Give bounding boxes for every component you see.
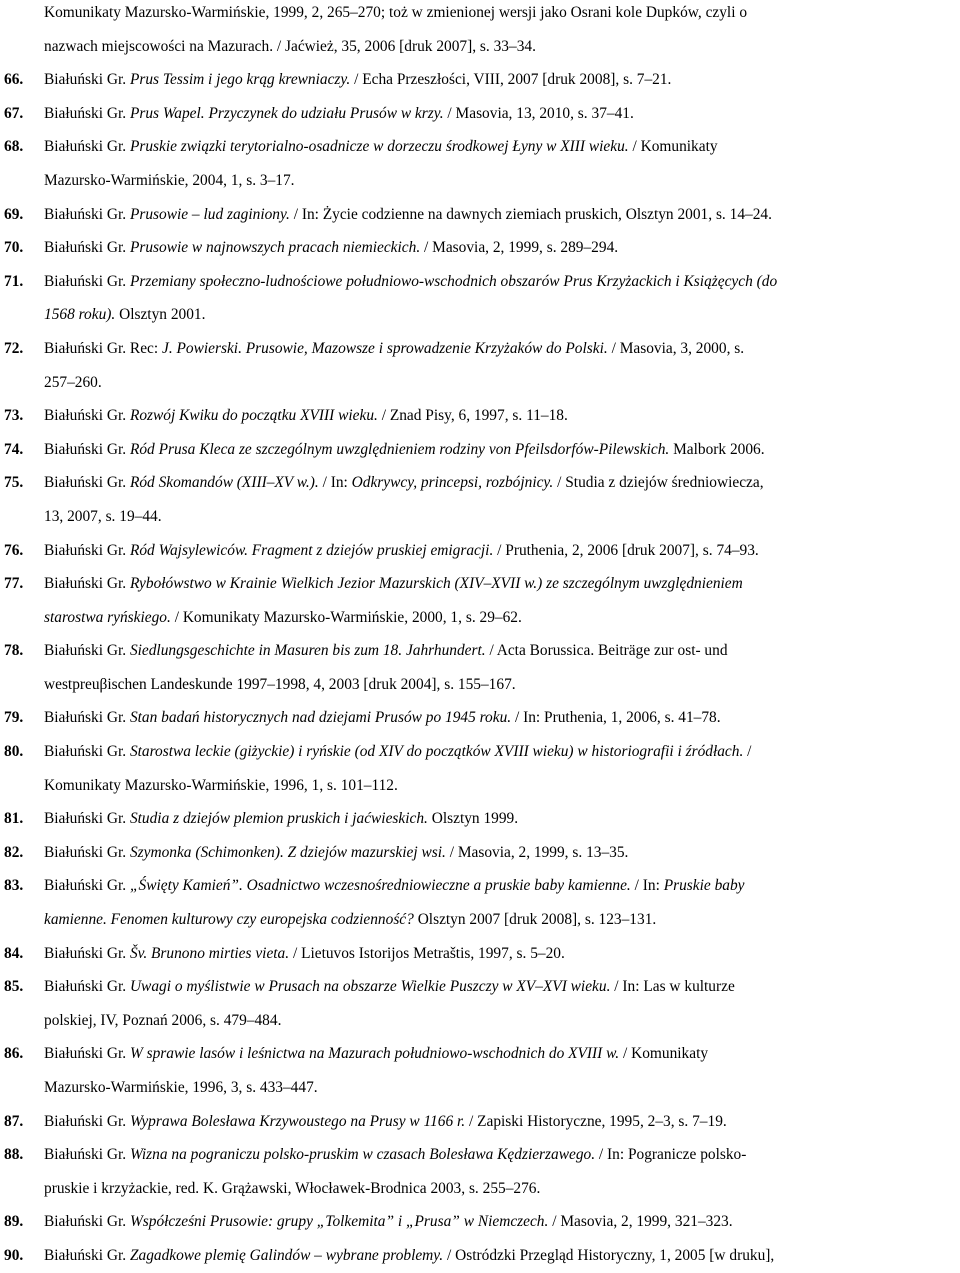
entry-number: 70. (4, 239, 24, 257)
entry-text: / Komunikaty (619, 1045, 709, 1063)
entry-text: Malbork 2006. (669, 440, 765, 458)
entry-text-line (44, 802, 956, 836)
entry-number: 78. (4, 642, 24, 660)
entry-text-line (44, 668, 956, 702)
bibliography-entry (0, 399, 960, 433)
bibliography-entry (0, 1105, 960, 1139)
entry-text-line (44, 1205, 956, 1239)
entry-text-line (44, 1172, 956, 1206)
entry-text-line (44, 466, 956, 500)
bibliography-entry (0, 937, 960, 971)
entry-title-italic: Uwagi o myślistwie w Prusach na obszarze Wielkie Puszczy w XV–XVI wieku. (129, 978, 611, 996)
bibliography-entry (0, 701, 960, 735)
bibliography-entry (0, 265, 960, 299)
entry-number: 80. (4, 743, 24, 761)
entry-number: 89. (4, 1213, 24, 1231)
entry-text: Białuński Gr. (44, 575, 130, 593)
entry-text: / Masovia, 13, 2010, s. 37–41. (443, 104, 634, 122)
bibliography-entry (0, 433, 960, 467)
entry-text-line (44, 97, 956, 131)
entry-title-italic: Rybołówstwo w Krainie Wielkich Jezior Mazurskich (XIV–XVII w.) ze szczególnym uwzględnieniem (129, 575, 743, 593)
entry-text: Białuński Gr. (44, 138, 130, 156)
entry-text: Białuński Gr. (44, 541, 130, 559)
entry-text: Komunikaty Mazursko-Warmińskie, 1996, 1, s. 101–112. (44, 776, 398, 794)
entry-text: / Studia z dziejów średniowiecza, (553, 474, 764, 492)
bibliography-entry-continuation (0, 903, 960, 937)
entry-text: Białuński Gr. (44, 944, 130, 962)
bibliography-entry (0, 869, 960, 903)
entry-number: 90. (4, 1246, 24, 1264)
entry-text: Białuński Gr. (44, 272, 130, 290)
bibliography-entry-continuation (0, 769, 960, 803)
entry-text-line (44, 433, 956, 467)
entry-text-line (44, 634, 956, 668)
entry-title-italic: kamienne. Fenomen kulturowy czy europejska codzienność? (44, 911, 414, 929)
entry-title-italic: Rozwój Kwiku do początku XVIII wieku. (129, 407, 378, 425)
entry-text: Białuński Gr. (44, 71, 130, 89)
bibliography-entry-continuation (0, 366, 960, 400)
entry-title-italic: Prusowie w najnowszych pracach niemieckich. (129, 239, 421, 257)
bibliography-entry (0, 534, 960, 568)
entry-text-line (44, 298, 956, 332)
entry-title-italic: Pruskie baby (663, 877, 745, 895)
bibliography-entry (0, 802, 960, 836)
entry-number: 69. (4, 205, 24, 223)
bibliography-entry (0, 735, 960, 769)
entry-text: / In: Pruthenia, 1, 2006, s. 41–78. (511, 709, 721, 727)
entry-text: pruskie i krzyżackie, red. K. Grążawski, Włocławek-Brodnica 2003, s. 255–276. (44, 1179, 541, 1197)
entry-number: 87. (4, 1112, 24, 1130)
entry-number: 66. (4, 71, 24, 89)
entry-text: Białuński Gr. (44, 1112, 130, 1130)
entry-text: Białuński Gr. (44, 474, 130, 492)
entry-title-italic: 1568 roku). (44, 306, 116, 324)
entry-text: Białuński Gr. (44, 642, 130, 660)
entry-text-line (44, 601, 956, 635)
entry-text: Białuński Gr. (44, 709, 130, 727)
entry-text-line (44, 500, 956, 534)
bibliography-entry-continuation (0, 1004, 960, 1038)
entry-text-line (44, 534, 956, 568)
entry-text-line (44, 30, 956, 64)
bibliography-entry (0, 0, 960, 30)
entry-text-line (44, 164, 956, 198)
entry-text: Komunikaty Mazursko-Warmińskie, 1999, 2, 265–270; toż w zmienionej wersji jako Osrani kole Dupków, czyli o (44, 4, 748, 21)
entry-text: / Ostródzki Przegląd Historyczny, 1, 2005 [w druku], (443, 1246, 775, 1264)
bibliography-entry-continuation (0, 601, 960, 635)
bibliography-entry-continuation (0, 164, 960, 198)
entry-text: Mazursko-Warmińskie, 2004, 1, s. 3–17. (44, 171, 295, 189)
bibliography-entry (0, 332, 960, 366)
entry-number: 85. (4, 978, 24, 996)
entry-text-line (44, 1138, 956, 1172)
entry-text: Białuński Gr. (44, 205, 130, 223)
entry-text-line (44, 1105, 956, 1139)
entry-text: Mazursko-Warmińskie, 1996, 3, s. 433–447. (44, 1079, 318, 1096)
entry-number: 86. (4, 1045, 24, 1063)
bibliography-entry (0, 231, 960, 265)
entry-title-italic: Prus Wapel. Przyczynek do udziału Prusów w krzy. (129, 104, 444, 122)
entry-number: 76. (4, 541, 24, 559)
entry-text: / Masovia, 2, 1999, s. 13–35. (445, 843, 629, 861)
entry-title-italic: Ród Prusa Kleca ze szczególnym uwzględnieniem rodziny von Pfeilsdorfów-Pilewskich. (129, 440, 670, 458)
entry-text-line (44, 735, 956, 769)
bibliography-entry (0, 1205, 960, 1239)
entry-text: / Masovia, 2, 1999, 321–323. (548, 1213, 733, 1231)
bibliography-entry (0, 130, 960, 164)
entry-text: / In: Las w kulturze (610, 978, 735, 996)
entry-text-line (44, 1004, 956, 1038)
entry-number: 79. (4, 709, 24, 727)
entry-text: / Znad Pisy, 6, 1997, s. 11–18. (377, 407, 568, 425)
entry-text: nazwach miejscowości na Mazurach. / Jaćwież, 35, 2006 [druk 2007], s. 33–34. (44, 37, 536, 55)
entry-text: / (743, 743, 752, 761)
entry-text: / Acta Borussica. Beiträge zur ost- und (485, 642, 728, 660)
bibliography-entry (0, 1037, 960, 1071)
entry-title-italic: J. Powierski. Prusowie, Mazowsze i sprowadzenie Krzyżaków do Polski. (161, 339, 608, 357)
entry-text: / Masovia, 3, 2000, s. (607, 339, 745, 357)
entry-text: / Lietuvos Istorijos Metraštis, 1997, s. 5–20. (289, 944, 565, 962)
entry-text: / In: (318, 474, 352, 492)
entry-number: 71. (4, 272, 24, 290)
entry-text-line (44, 1239, 956, 1273)
entry-text-line (44, 701, 956, 735)
entry-title-italic: starostwa ryńskiego. (44, 608, 171, 626)
bibliography-entry-continuation (0, 500, 960, 534)
entry-text: / In: (630, 877, 664, 895)
entry-text: Białuński Gr. (44, 407, 130, 425)
entry-number: 75. (4, 474, 24, 492)
entry-text-line (44, 769, 956, 803)
entry-text: Białuński Gr. (44, 810, 130, 828)
entry-text: Olsztyn 2007 [druk 2008], s. 123–131. (413, 911, 657, 929)
entry-title-italic: Siedlungsgeschichte in Masuren bis zum 18. Jahrhundert. (129, 642, 486, 660)
entry-text-line (44, 970, 956, 1004)
entry-number: 82. (4, 843, 24, 861)
entry-text: Białuński Gr. (44, 978, 130, 996)
entry-text: westpreuβischen Landeskunde 1997–1998, 4, 2003 [druk 2004], s. 155–167. (44, 675, 516, 693)
entry-text: / Komunikaty (628, 138, 718, 156)
entry-title-italic: Wyprawa Bolesława Krzywoustego na Prusy w 1166 r. (129, 1112, 466, 1130)
entry-title-italic: Pruskie związki terytorialno-osadnicze w dorzeczu środkowej Łyny w XIII wieku. (129, 138, 629, 156)
entry-text-line (44, 0, 956, 30)
bibliography-entry (0, 198, 960, 232)
entry-number: 88. (4, 1146, 24, 1164)
entry-text-line (44, 366, 956, 400)
entry-text: Białuński Gr. Rec: (44, 339, 162, 357)
entry-number: 83. (4, 877, 24, 895)
entry-text: polskiej, IV, Poznań 2006, s. 479–484. (44, 1011, 282, 1029)
entry-title-italic: Stan badań historycznych nad dziejami Prusów po 1945 roku. (129, 709, 512, 727)
entry-title-italic: Studia z dziejów plemion pruskich i jaćwieskich. (129, 810, 428, 828)
entry-text-line (44, 231, 956, 265)
entry-title-italic: Prusowie – lud zaginiony. (129, 205, 290, 223)
entry-title-italic: Šv. Brunono mirties vieta. (129, 944, 290, 962)
entry-text-line (44, 265, 956, 299)
entry-text: Białuński Gr. (44, 104, 130, 122)
entry-text: Białuński Gr. (44, 1246, 130, 1264)
entry-text-line (44, 903, 956, 937)
entry-text-line (44, 198, 956, 232)
entry-title-italic: Zagadkowe plemię Galindów – wybrane problemy. (129, 1246, 444, 1264)
entry-text: Białuński Gr. (44, 877, 130, 895)
entry-text-line (44, 869, 956, 903)
entry-title-italic: Przemiany społeczno-ludnościowe południowo-wschodnich obszarów Prus Krzyżackich i Książęcych (do (129, 272, 778, 290)
entry-text: / In: Życie codzienne na dawnych ziemiach pruskich, Olsztyn 2001, s. 14–24. (289, 205, 772, 223)
entry-title-italic: „Święty Kamień”. Osadnictwo wczesnośredniowieczne a pruskie baby kamienne. (129, 877, 631, 895)
bibliography-entry (0, 634, 960, 668)
entry-text: Olsztyn 1999. (427, 810, 519, 828)
entry-title-italic: Odkrywcy, princepsi, rozbójnicy. (351, 474, 554, 492)
entry-text: Białuński Gr. (44, 843, 130, 861)
bibliography-entry (0, 63, 960, 97)
entry-number (0, 0, 44, 30)
entry-text: Białuński Gr. (44, 239, 130, 257)
entry-text: / In: Pogranicze polsko- (595, 1146, 747, 1164)
entry-text: 257–260. (44, 373, 102, 391)
entry-text: Białuński Gr. (44, 743, 130, 761)
entry-title-italic: Prus Tessim i jego krąg krewniaczy. (129, 71, 351, 89)
entry-number: 74. (4, 440, 24, 458)
entry-text: / Pruthenia, 2, 2006 [druk 2007], s. 74–93. (493, 541, 759, 559)
entry-title-italic: Starostwa leckie (giżyckie) i ryńskie (od XIV do początków XVIII wieku) w historiografii i źródłach. (129, 743, 744, 761)
entry-text: / Echa Przeszłości, VIII, 2007 [druk 2008], s. 7–21. (350, 71, 672, 89)
entry-text: Białuński Gr. (44, 1045, 130, 1063)
entry-title-italic: Ród Wajsylewiców. Fragment z dziejów pruskiej emigracji. (129, 541, 494, 559)
entry-text-line (44, 332, 956, 366)
entry-number: 73. (4, 407, 24, 425)
entry-title-italic: Wizna na pograniczu polsko-pruskim w czasach Bolesława Kędzierzawego. (129, 1146, 596, 1164)
entry-text: Białuński Gr. (44, 440, 130, 458)
entry-text-line (44, 836, 956, 870)
entry-number: 84. (4, 944, 24, 962)
entry-text: / Zapiski Historyczne, 1995, 2–3, s. 7–19. (465, 1112, 727, 1130)
entry-number: 77. (4, 575, 24, 593)
bibliography-entry (0, 1138, 960, 1172)
entry-text: Białuński Gr. (44, 1213, 130, 1231)
entry-title-italic: Szymonka (Schimonken). Z dziejów mazurskiej wsi. (129, 843, 446, 861)
entry-number: 68. (4, 138, 24, 156)
entry-text: 13, 2007, s. 19–44. (44, 507, 162, 525)
entry-text-line (44, 567, 956, 601)
bibliography-entry-continuation (0, 668, 960, 702)
entry-text-line (44, 1037, 956, 1071)
entry-text: Olsztyn 2001. (115, 306, 206, 324)
entry-text: / Komunikaty Mazursko-Warmińskie, 2000, 1, s. 29–62. (170, 608, 522, 626)
entry-number: 67. (4, 104, 24, 122)
bibliography-entry-continuation (0, 30, 960, 64)
bibliography-entry-continuation (0, 1071, 960, 1105)
entry-title-italic: Ród Skomandów (XIII–XV w.). (129, 474, 319, 492)
entry-text-line (44, 1071, 956, 1105)
entry-text-line (44, 937, 956, 971)
bibliography-entry (0, 1239, 960, 1273)
entry-text: / Masovia, 2, 1999, s. 289–294. (420, 239, 619, 257)
entry-text: Białuński Gr. (44, 1146, 130, 1164)
entry-text-line (44, 130, 956, 164)
entry-text-line (44, 63, 956, 97)
entry-text-line (44, 399, 956, 433)
entry-number: 81. (4, 810, 24, 828)
entry-title-italic: W sprawie lasów i leśnictwa na Mazurach południowo-wschodnich do XVIII w. (129, 1045, 620, 1063)
bibliography-entry-continuation (0, 1172, 960, 1206)
bibliography-entry (0, 567, 960, 601)
bibliography-entry (0, 97, 960, 131)
bibliography-entry (0, 836, 960, 870)
entry-number: 72. (4, 339, 24, 357)
bibliography-entry-continuation (0, 298, 960, 332)
bibliography-entry (0, 466, 960, 500)
bibliography-entry (0, 970, 960, 1004)
entry-title-italic: Współcześni Prusowie: grupy „Tolkemita” i „Prusa” w Niemczech. (129, 1213, 549, 1231)
